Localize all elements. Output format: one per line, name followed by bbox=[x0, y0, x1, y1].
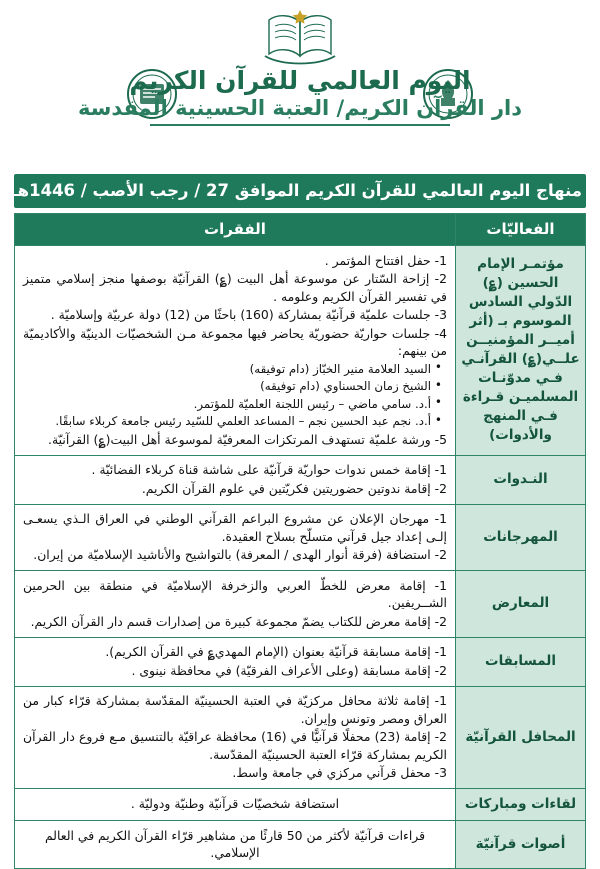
list-item: 2- استضافة (فرقة أنوار الهدى / المعرفة) بالتواشيح والأناشيد الإسلاميّة من إيران. bbox=[33, 547, 447, 562]
list-item: 1- حفل افتتاح المؤتمر . bbox=[324, 252, 447, 268]
list-item: 2- إقامة ندوتين حضوريتين فكريّتين في علوم القرآن الكريم. bbox=[141, 480, 447, 496]
row-category: لقاءات ومباركات bbox=[456, 789, 586, 821]
table-row bbox=[15, 821, 586, 869]
row-items bbox=[15, 455, 456, 504]
row-items bbox=[15, 571, 456, 638]
table-row bbox=[15, 455, 586, 504]
row-items bbox=[15, 504, 456, 571]
row-category: المهرجانات bbox=[456, 504, 586, 571]
header-title-line1: اليوم العالمي للقرآن الكريم bbox=[129, 66, 471, 95]
quran-open-book-emblem bbox=[257, 8, 343, 70]
list-item: 3- محفل قرآني مركزي في جامعة واسط. bbox=[232, 765, 447, 780]
list-item: 3- جلسات علميّة قرآنيّة بمشاركة (160) باحثًا من (12) دولة عربيّة وإسلاميّة . bbox=[50, 307, 447, 322]
list-item-bullet: • أ.د. نجم عبد الحسين نجم – المساعد العلمي للسّيد رئيس جامعة كربلاء سابقًا. bbox=[23, 413, 447, 431]
poster-header bbox=[0, 0, 600, 168]
row-category: المسابقات bbox=[456, 637, 586, 686]
list-item: 1- إقامة خمس ندوات حواريّة قرآنيّة على شاشة قناة كربلاء الفضائيّة . bbox=[91, 462, 447, 477]
table-row bbox=[15, 686, 586, 789]
row-items bbox=[15, 246, 456, 456]
list-item: 5- ورشة علميّة تستهدف المرتكزات المعرفيّة لموسوعة أهل البيت(؏) القرآنيّة. bbox=[48, 431, 447, 447]
table-row bbox=[15, 504, 586, 571]
table-row bbox=[15, 637, 586, 686]
list-item: قراءات قرآنيّة لأكثر من 50 قارئًا من مشاهير قرّاء القرآن الكريم في العالم الإسلامي. bbox=[44, 827, 426, 860]
program-table bbox=[14, 213, 586, 869]
list-item: 1- إقامة معرض للخطّ العربي والزخرفة الإسلاميّة في منطقة بين الحرمين الشــريفين. bbox=[23, 577, 447, 610]
row-category: أصوات قرآنيّة bbox=[456, 821, 586, 869]
list-item: 1- مهرجان الإعلان عن مشروع البراعم القرآني الوطني في العراق الـذي يسعـى إلـى إعداد جيل قرآني متسلّح بسلاح العقيدة. bbox=[23, 511, 447, 544]
header-items: الفقرات bbox=[15, 214, 456, 246]
table-row bbox=[15, 571, 586, 638]
list-item: 2- إقامة معرض للكتاب يضمّ مجموعة كبيرة من إصدارات قسم دار القرآن الكريم. bbox=[30, 613, 447, 629]
table-row bbox=[15, 246, 586, 456]
row-items bbox=[15, 789, 456, 821]
table-header-row bbox=[15, 214, 586, 246]
list-item-bullet: • السيد العلامة منير الخبّاز (دام توفيقه) bbox=[23, 360, 447, 378]
row-items bbox=[15, 637, 456, 686]
table-body bbox=[15, 246, 586, 869]
row-category: المحافل القرآنيّة bbox=[456, 686, 586, 789]
list-item: 1- إقامة مسابقة قرآنيّة بعنوان (الإمام المهدي؏ في القرآن الكريم). bbox=[105, 644, 447, 659]
list-item: 2- إزاحة السّتار عن موسوعة أهل البيت (؏) القرآنيّة بوصفها منجز إسلامي متميز في تفسير القرآن الكريم وعلومه . bbox=[23, 271, 447, 304]
list-item-bullet: • أ.د. سامي ماضي – رئيس اللجنة العلميّة للمؤتمر. bbox=[23, 395, 447, 413]
row-items bbox=[15, 821, 456, 869]
banner-title: منهاج اليوم العالمي للقرآن الكريم الموافق 27 / رجب الأصب / 1446هـ bbox=[14, 174, 586, 208]
table-row bbox=[15, 789, 586, 821]
row-category: المعارض bbox=[456, 571, 586, 638]
header-titles bbox=[0, 66, 600, 126]
list-item-bullet: • الشيخ زمان الحسناوي (دام توفيقه) bbox=[23, 378, 447, 396]
list-item: 2- إقامة (23) محفلًا قرآنيًّا في (16) محافظة عراقيّة بالتنسيق مـع فروع دار القرآن الكريم بمشاركة قرّاء العتبة الحسينيّة المقدّسة. bbox=[23, 729, 447, 762]
header-title-line2: دار القرآن الكريم/ العتبة الحسينية المقدسة bbox=[77, 96, 523, 120]
list-item: 1- إقامة ثلاثة محافل مركزيّة في العتبة الحسينيّة المقدّسة بمشاركة قرّاء كبار من العراق ومصر وتونس وإيران. bbox=[23, 693, 447, 726]
row-category: مؤتمـر الإمام الحسين (؏) الدّولي السادس الموسوم بـ (أثر أميــر المؤمنيــن علــي(؏) القرآنـي فـي مدوّنـات المسلميـن قـراءة فـي المنهج والأدوات) bbox=[456, 246, 586, 456]
row-items bbox=[15, 686, 456, 789]
list-item: 4- جلسات حواريّة حضوريّة يحاضر فيها مجموعة مـن الشخصيّات الدينيّة والأكاديميّة من بينهم: bbox=[23, 325, 447, 358]
list-item: 2- إقامة مسابقة (وعلى الأعراف الفرقيّة) في محافظة نينوى . bbox=[131, 662, 447, 678]
header-activities: الفعاليّات bbox=[456, 214, 586, 246]
row-category: النـدوات bbox=[456, 455, 586, 504]
header-divider bbox=[150, 124, 450, 126]
list-item: استضافة شخصيّات قرآنيّة وطنيّة ودوليّة . bbox=[130, 796, 340, 812]
